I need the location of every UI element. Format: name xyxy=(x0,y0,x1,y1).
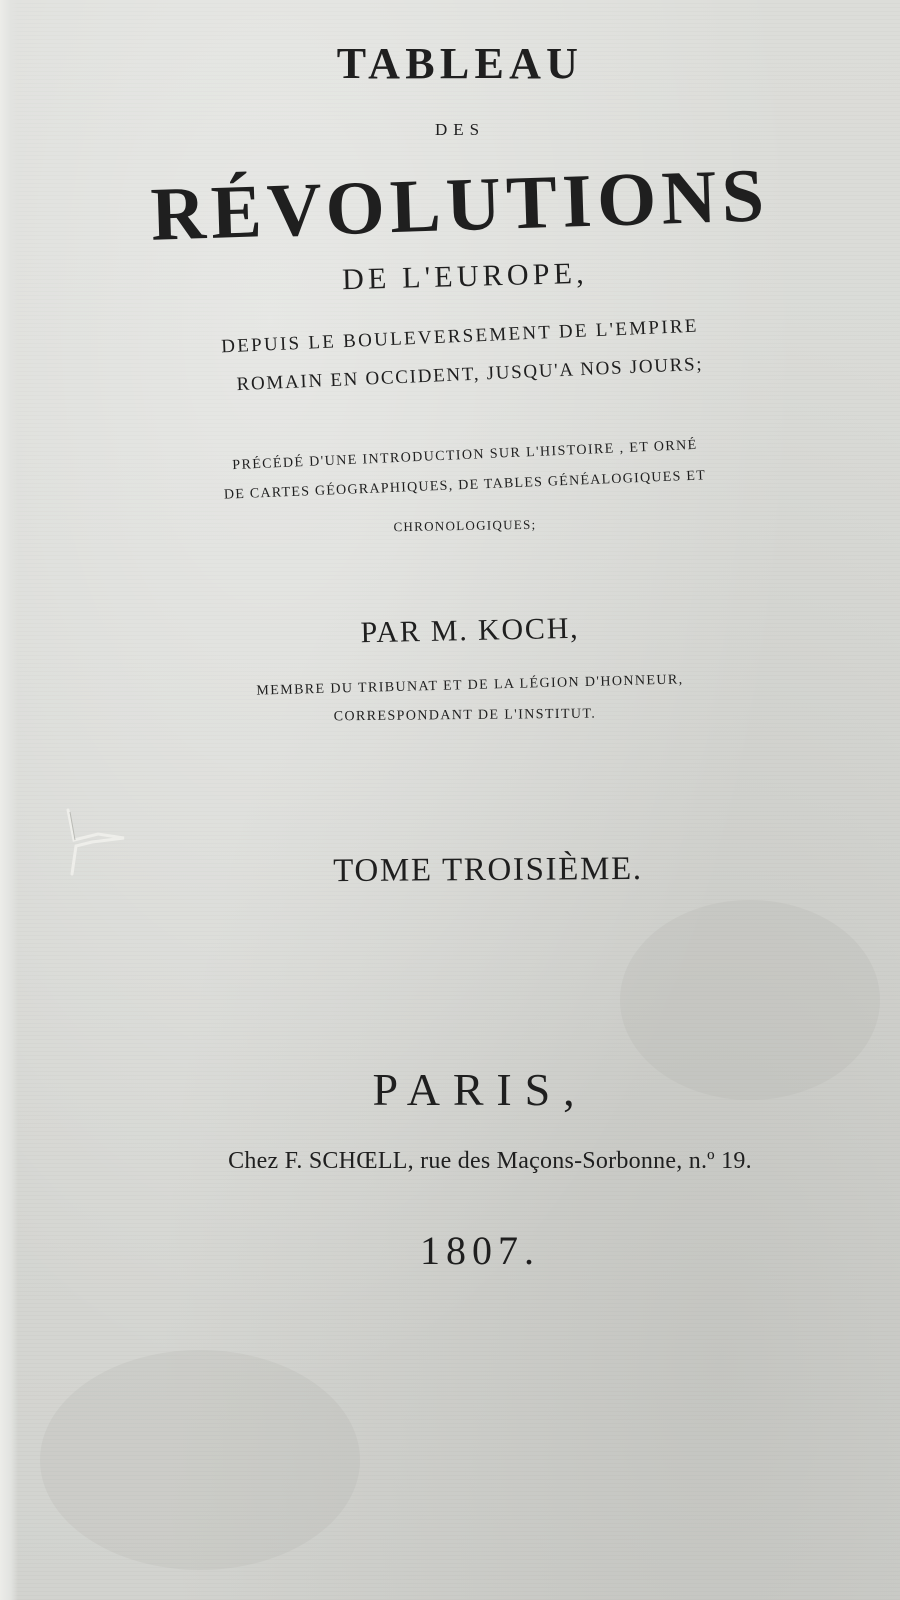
subtitle-line-1: DEPUIS LE BOULEVERSEMENT DE L'EMPIRE xyxy=(220,315,700,358)
title-de-leurope: DE L'EUROPE, xyxy=(341,256,589,297)
preceded-line-2: DE CARTES GÉOGRAPHIQUES, DE TABLES GÉNÉALOGIQUES ET xyxy=(223,468,707,503)
imprint-publisher: Chez F. SCHŒLL, rue des Maçons-Sorbonne, n.º 19. xyxy=(228,1148,752,1174)
author-credentials-line-2: CORRESPONDANT DE L'INSTITUT. xyxy=(333,706,597,725)
imprint-city: PARIS, xyxy=(372,1064,588,1115)
subtitle-line-2: ROMAIN EN OCCIDENT, JUSQU'A NOS JOURS; xyxy=(236,353,704,396)
volume-label: TOME TROISIÈME. xyxy=(333,850,643,890)
author-credentials-line-1: MEMBRE DU TRIBUNAT ET DE LA LÉGION D'HONNEUR, xyxy=(256,672,684,699)
title-word-tableau: TABLEAU xyxy=(336,39,584,88)
paper-stain xyxy=(40,1350,360,1570)
title-main-revolutions: RÉVOLUTIONS xyxy=(149,153,771,257)
imprint-year: 1807. xyxy=(420,1228,540,1273)
title-word-des: DES xyxy=(435,120,485,139)
author-line: PAR M. KOCH, xyxy=(360,611,580,650)
preceded-line-1: PRÉCÉDÉ D'UNE INTRODUCTION SUR L'HISTOIRE , ET ORNÉ xyxy=(232,437,698,474)
preceded-line-3: CHRONOLOGIQUES; xyxy=(393,516,537,535)
